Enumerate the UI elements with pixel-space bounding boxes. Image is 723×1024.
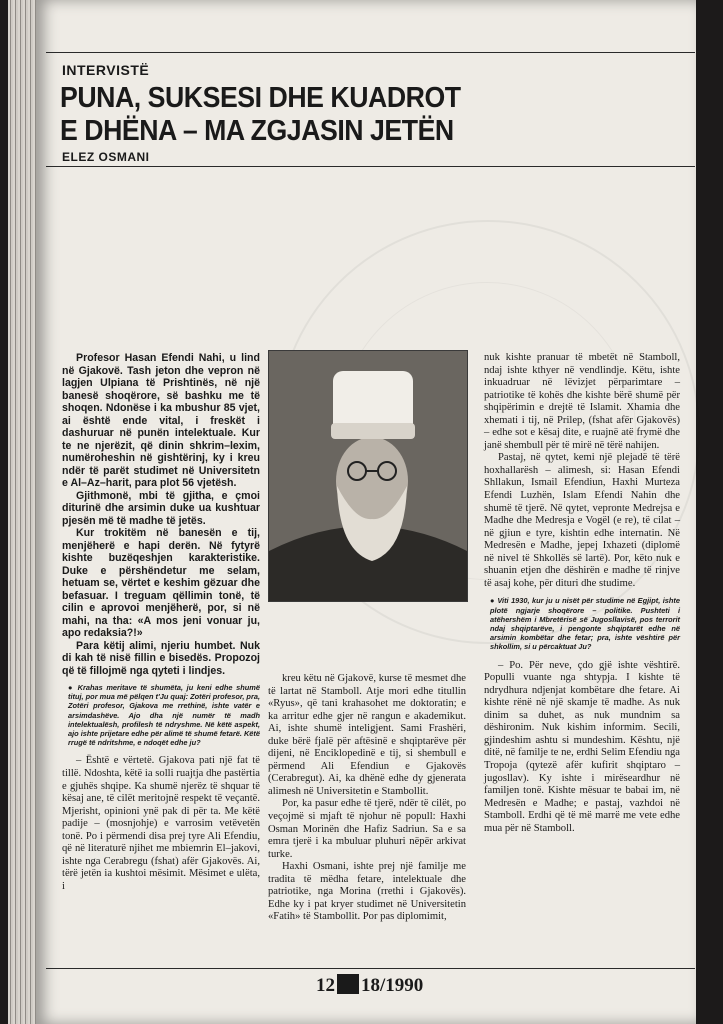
- article-paragraph: kreu këtu në Gjakovë, kurse të mesmet dhe të lartat në Stamboll. Atje mori edhe titullin «Ryus», që tani krahasohet me doktoratin; e ka arritur edhe gjer në rangun e akademikut. Ai, ishte shumë inteligjent. Sami Frashëri, duke bërë fjalë për aftësinë e shqiptarëve për dijeni, në Enciklopedinë e tij, si shembull e përmend Ali Efendiun e Gjakovës (Cerabregut). Ai, ka dhënë edhe dy gjenerata alimesh në Universitetin e Stambollit.: [268, 673, 466, 797]
- interview-question: ● Viti 1930, kur ju u nisët për studime në Egjipt, ishte plotë ngjarje shoqërore – politike. Pushteti i atëhershëm i Mbretërisë së Jugosllavisë, pos terrorit ndaj shqiptarëve, i pengonte shqiptarët edhe në arsimin kombëtar dhe fetar; pra, ishte vështirë për shkollim, si u përcaktuat Ju?: [490, 596, 680, 652]
- article-paragraph: Pastaj, në qytet, kemi një plejadë të tërë hoxhallarësh – alimesh, si: Hasan Efendi Shllakun, Ismail Efendiun, Haxhi Murteza Efendi Luzhën, Islam Efendi Nahin dhe shumë të tjerë. Në qytet, vepronte Medrejsa e Madhe dhe Medresja e Vogël (e re), të cilat – në gjiun e tyre, kishtin edhe internatin. Në Medresën e Madhe, jepej Ixhazeti (diplomë në nivel të Shkollës së lartë). Por, këto nuk e shuanin etjen dhe dëshirën e madhe të rinjve të asaj kohe, për dituri dhe studime.: [484, 452, 680, 589]
- article-paragraph: – Është e vërtetë. Gjakova pati një fat të tillë. Ndoshta, këtë ia solli ruajtja dhe pastërtia e gjuhës shqipe. Ka shumë njerëz të shquar të kësaj ane, të cilët meritojnë respekt të veçantë. Mjerisht, opinioni ynë pak di për ta. Me këtë padije – (mosnjohje) e varrosim vetëvetën tonë. Po i përmendi disa prej tyre Ali Efendiu, që në literaturë njihet me mbiemrin El–jakovi, ishte nga Cerabregu (fshat) afër Gjakovës. Ai, tërë jetën ia kushtoi mësimit. Mësimet e ulëta, i: [62, 755, 260, 892]
- article-headline: [60, 82, 575, 148]
- article-paragraph: Profesor Hasan Efendi Nahi, u lind në Gjakovë. Tash jeton dhe vepron në lagjen Ulpiana të Prishtinës, në një banesë shoqërore, së bashku me të shoqen. Ndonëse i ka mbushur 85 vjet, ai është ende vital, i freskët i dashuruar në punën intelektuale. Kur te ne njerëzit, që dinin shkrim–lexim, numëroheshin në gishtërinj, ky i kreu ndër të parët studimet në Universitetn e Al–Az–harit, para plot 56 vjetësh.: [62, 352, 260, 489]
- bullet-icon: ●: [68, 683, 78, 692]
- author-byline: ELEZ OSMANI: [62, 150, 150, 164]
- header-rule: [46, 166, 695, 167]
- top-rule: [46, 52, 695, 53]
- text-column-2: [268, 673, 466, 924]
- page-edge-stack: [8, 0, 38, 1024]
- headline-line-2: E DHËNA – MA ZGJASIN JETËN: [60, 115, 454, 147]
- article-paragraph: Para këtij alimi, njeriu humbet. Nuk di kah të nisë fillin e bisedës. Propozoj që të fillojmë nga qyteti i lindjes.: [62, 639, 260, 677]
- issue-number: 18/1990: [361, 975, 424, 996]
- article-paragraph: – Po. Për neve, çdo gjë ishte vështirë. Populli vuante nga shtypja. I kishte të ndrydhura ndjenjat kombëtare dhe fetare. Ai kishte rënë në një skamje të madhe. As nuk dinim sa duhet, as nuk mundnim sa dëshironim. Nuk kishim informim. Secili, gjindeshim ashtu si mundeshim. Kështu, një ditë, në familje te ne, erdhi Selim Efendiu nga Tropoja (qytezë afër kufirit shqiptaro – jugosllav). Ky ishte i mirëseardhur në familjen tonë. Kishte mësuar te babai im, në Medresën e Madhe; e pastaj, vazhdoi në Stamboll. Erdhi që të më marrë me vete edhe mua për në Stamboll.: [484, 659, 680, 834]
- article-paragraph: nuk kishte pranuar të mbetët në Stamboll, ndaj ishte kthyer në vendlindje. Këtu, ishte inkuadruar në lëvizjet përparimtare – patriotike të kohës dhe kishte bërë shumë për shqipërimin e drejtë të Islamit. Xhamia dhe xhemati i tij, në Prilep, (fshat afër Gjakovës) – edhe sot e kësaj dite, e ruajnë atë frymë dhe janë shembull për të mirë në tërë nahijen.: [484, 352, 680, 451]
- bullet-icon: ●: [490, 596, 498, 606]
- section-kicker: INTERVISTË: [62, 62, 150, 78]
- article-paragraph: Kur trokitëm në banesën e tij, menjëherë e hapi derën. Në fytyrë kishte buzëqeshjen karakteristike. Duke e përshëndetur me selam, hetuam se, vërtet e keshim gëzuar dhe befasuar. I treguam qëllimin tonë, të cilin e aprovoi menjëherë, por, si në mahi, na tha: «A mos jeni vonuar ju, apo redaksia?!»: [62, 527, 260, 639]
- footer-rule: [46, 968, 695, 969]
- article-paragraph: Haxhi Osmani, ishte prej një familje me tradita të mëdha fetare, intelektuale dhe patriotike, nga Morina (rrethi i Gjakovës). Edhe ky i pat kryer studimet në Universitetin «Fatih» të Stambollit. Por pas diplomimit,: [268, 861, 466, 923]
- portrait-illustration: [269, 351, 467, 601]
- page-number: 12: [316, 975, 335, 996]
- article-paragraph: Por, ka pasur edhe të tjerë, ndër të cilët, po veçojmë si mjaft të njohur në popull: Haxhi Osman Morinën dhe Hafiz Sadriun. Sa e sa emra tjerë i ka mbuluar pluhuri nëpër arkivat turke.: [268, 798, 466, 860]
- article-paragraph: Gjithmonë, mbi të gjitha, e çmoi diturinë dhe arsimin duke ua kushtuar pjesën më të madhe të jetës.: [62, 489, 260, 527]
- interview-question: ● Krahas meritave të shumëta, ju keni edhe shumë tituj, por mua më pëlqen t'Ju quaj: Zotëri profesor, pra, Zotëri profesor, Gjakova me rrethinë, ishte vatër e arsimdashëve. Ajo dha një numër të madh intelektualësh, profilesh të ndryshme. Në këtë aspekt, ajo ishte prijetare edhe për alimë të shumë fetarë. Këtë rrugë të ndritshme, e ndoqët edhe ju?: [68, 683, 260, 748]
- headline-line-1: PUNA, SUKSESI DHE KUADROT: [60, 82, 461, 114]
- footer-block-mark: [337, 974, 359, 994]
- portrait-photo: [268, 350, 468, 602]
- text-column-1: [62, 352, 260, 893]
- page-footer: [316, 974, 423, 997]
- text-column-3: [484, 352, 680, 835]
